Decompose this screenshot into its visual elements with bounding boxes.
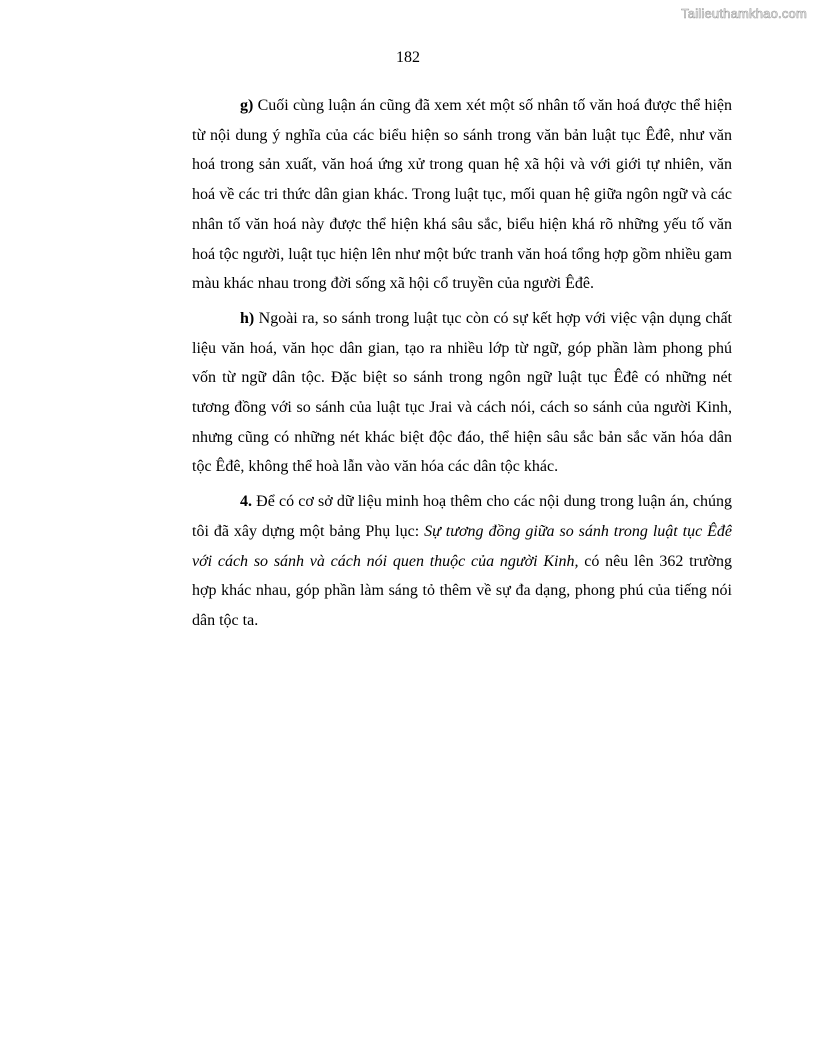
paragraph-text: có nêu lên 362 trường hợp khác nhau, góp phần làm sáng tỏ thêm về sự đa dạng, phong phú của tiếng nói dân tộc ta. bbox=[192, 552, 733, 629]
paragraph-g bbox=[192, 91, 732, 299]
paragraph-marker: 4. bbox=[240, 493, 252, 511]
appendix-title: Sự tương đồng giữa so sánh trong luật tục Êđê với cách so sánh và cách nói quen thuộc của người Kinh, bbox=[192, 522, 733, 570]
paragraph-h bbox=[192, 304, 732, 482]
paragraph-marker: g) bbox=[240, 97, 254, 114]
watermark-text: Tailieuthamkhao.com bbox=[681, 6, 807, 21]
paragraph-text: Để có cơ sở dữ liệu minh hoạ thêm cho các nội dung trong luận án, chúng tôi đã xây dựng một bảng Phụ lục: bbox=[192, 493, 732, 540]
paragraph-text: Cuối cùng luận án cũng đã xem xét một số nhân tố văn hoá được thể hiện từ nội dung ý nghĩa của các biểu hiện so sánh trong văn bản luật tục Êđê, như văn hoá trong sản xuất, văn hoá ứng xử trong quan hệ xã hội và với giới tự nhiên, văn hoá về các tri thức dân gian khác. Trong luật tục, mối quan hệ giữa ngôn ngữ và các nhân tố văn hoá này được thể hiện khá sâu sắc, biểu hiện khá rõ những yếu tố văn hoá tộc người, luật tục hiện lên như một bức tranh văn hoá tổng hợp gồm nhiều gam màu khác nhau trong đời sống xã hội cổ truyền của người Êđê. bbox=[192, 97, 732, 293]
paragraph-4 bbox=[192, 487, 732, 636]
paragraph-marker: h) bbox=[240, 309, 255, 327]
paragraph-text: Ngoài ra, so sánh trong luật tục còn có sự kết hợp với việc vận dụng chất liệu văn hoá, văn học dân gian, tạo ra nhiều lớp từ ngữ, góp phần làm phong phú vốn từ ngữ dân tộc. Đặc biệt so sánh trong ngôn ngữ luật tục Êđê có những nét tương đồng với so sánh của luật tục Jrai và cách nói, cách so sánh của người Kinh, nhưng cũng có những nét khác biệt độc đáo, thể hiện sâu sắc bản sắc văn hóa dân tộc Êđê, không thể hoà lẫn vào văn hóa các dân tộc khác. bbox=[192, 309, 732, 476]
document-body bbox=[192, 91, 732, 636]
page-number: 182 bbox=[396, 49, 420, 66]
